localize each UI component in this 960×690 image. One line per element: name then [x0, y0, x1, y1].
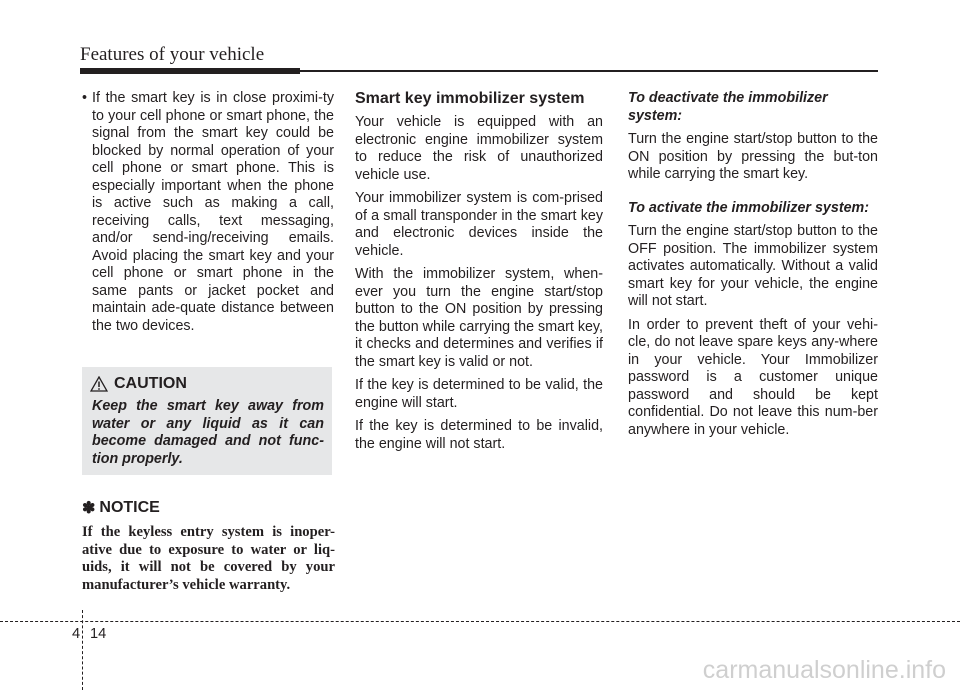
footer-dashed-line: [0, 621, 960, 623]
paragraph: With the immobilizer system, when-ever you turn the engine start/stop button to the ON position by pressing the button while carrying the smart key, it checks and determines and verifies if the smart key is valid or not.: [355, 266, 603, 370]
notice-text: If the keyless entry system is inoper-ative due to exposure to water or liq-uids, it will not be covered by your manufacturer’s vehicle warranty.: [82, 524, 335, 593]
notice-star-icon: ✽: [82, 500, 96, 517]
theft-warning-text: In order to prevent theft of your vehi-cle, do not leave spare keys any-where in your vehicle. Your Immobilizer password is a customer unique password and should be kept confidential. Do not leave this num-ber anywhere in your vehicle.: [628, 316, 878, 438]
activate-text: Turn the engine start/stop button to the OFF position. The immobilizer system activates automatically. Without a valid smart key for your vehicle, the engine will not start.: [628, 223, 878, 309]
header-bar: [80, 68, 300, 74]
warning-triangle-icon: [90, 376, 108, 392]
notice-title: NOTICE: [99, 499, 160, 516]
caution-text: Keep the smart key away from water or any liquid as it can become damaged and not func-tion properly.: [92, 398, 324, 467]
activate-heading: To activate the immobilizer system:: [628, 199, 870, 216]
section-number: 4: [72, 626, 81, 642]
right-column: [628, 90, 878, 445]
deactivate-heading: To deactivate the immobilizer system:: [628, 90, 828, 124]
section-heading: Smart key immobilizer system: [355, 90, 585, 107]
bullet-text: If the smart key is in close proximi-ty to your cell phone or smart phone, the signal from the smart key could be blocked by normal operation of your cell phone or smart phone. This is especially important when the phone is active such as making a call, receiving calls, text messaging, and/or send-ing/receiving emails. Avoid placing the smart key and your cell phone or smart phone in the same pants or jacket pocket and maintain ade-quate distance between the two devices.: [92, 90, 334, 334]
deactivate-text: Turn the engine start/stop button to the ON position by pressing the but-ton while carrying the smart key.: [628, 131, 878, 182]
caution-header: [90, 375, 187, 393]
page-header-title: Features of your vehicle: [80, 44, 265, 65]
middle-column: [355, 90, 603, 459]
bullet-item: [82, 90, 334, 335]
paragraph: Your vehicle is equipped with an electronic engine immobilizer system to reduce the risk of unauthorized vehicle use.: [355, 114, 603, 183]
left-column: [82, 90, 334, 335]
notice-header: [82, 498, 335, 518]
caution-title: CAUTION: [114, 375, 187, 392]
paragraph: If the key is determined to be invalid, the engine will not start.: [355, 418, 603, 452]
bullet-mark: •: [82, 90, 88, 106]
caution-box: [82, 367, 332, 475]
watermark: carmanualsonline.info: [702, 656, 946, 684]
header-rule: [300, 70, 878, 72]
footer-vertical-divider: [82, 610, 84, 690]
notice-section: [82, 498, 335, 594]
paragraph: Your immobilizer system is com-prised of a small transponder in the smart key and electronic devices inside the vehicle.: [355, 190, 603, 259]
page-number: 14: [90, 626, 107, 642]
paragraph: If the key is determined to be valid, the engine will start.: [355, 377, 603, 411]
